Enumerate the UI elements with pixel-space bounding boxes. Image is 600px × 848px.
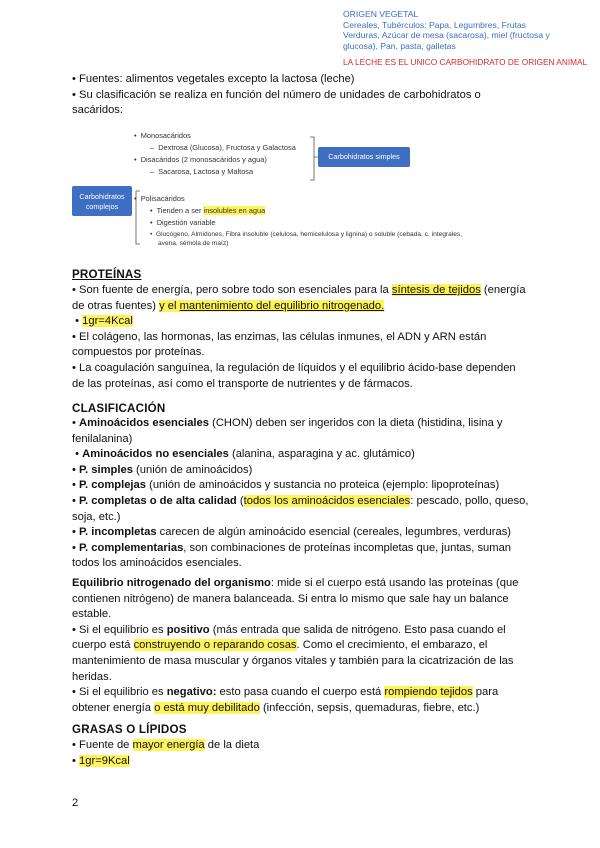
poli-item: • Polisacáridos	[134, 194, 185, 203]
grasas-block	[72, 738, 572, 769]
equilibrio-line: estable.	[72, 608, 112, 621]
proteinas-p3: • El colágeno, las hormonas, las enzimas, las células inmunes, el ADN y ARN están	[72, 330, 487, 343]
clasif-item: • Aminoácidos esenciales (CHON) deben ser ingeridos con la dieta (histidina, lisina y	[72, 417, 503, 429]
grasas-kcal: • 1gr=9Kcal	[72, 754, 130, 767]
intro-line: • Fuentes: alimentos vegetales excepto la lactosa (leche)	[72, 73, 355, 85]
milk-note: LA LECHE ES EL UNICO CARBOHIDRATO DE ORIGEN ANIMAL	[343, 57, 588, 67]
complex-carbs-label: Carbohidratos	[79, 192, 125, 201]
clasif-item: • Aminoácidos no esenciales (alanina, asparagina y ac. glutámico)	[72, 448, 415, 461]
mono-sub: – Dextrosa (Glucosa), Fructosa y Galactosa	[150, 143, 296, 152]
clasificacion-block	[72, 416, 572, 572]
intro-line: • Su clasificación se realiza en función del número de unidades de carbohidratos o	[72, 88, 481, 101]
clasif-item-cont: todos los aminoácidos esenciales.	[72, 557, 242, 570]
proteinas-p3-cont: compuestos por proteínas.	[72, 346, 205, 359]
carbohydrate-diagram	[72, 128, 528, 252]
di-item: • Disacáridos (2 monosacáridos y agua)	[134, 155, 267, 164]
origin-note	[343, 9, 593, 51]
clasif-item: • P. incompletas carecen de algún aminoácido esencial (cereales, legumbres, verduras)	[72, 526, 512, 539]
proteinas-p1: • Son fuente de energía, pero sobre todo son esenciales para la síntesis de tejidos (energía	[72, 284, 526, 296]
page-number: 2	[72, 797, 79, 809]
intro-block	[72, 72, 572, 119]
poli-sub-3: • Glucógeno, Almidones, Fibra insoluble (celulosa, hemicelulosa y lignina) o soluble (cebada, c. integrales,	[150, 231, 463, 238]
intro-line: sacáridos:	[72, 104, 123, 117]
section-heading-proteinas: PROTEÍNAS	[72, 268, 142, 281]
proteinas-p4: • La coagulación sanguínea, la regulación de líquidos y el equilibrio ácido-base dependen	[72, 361, 516, 374]
equilibrio-line: cuerpo está construyendo o reparando cosas. Como el crecimiento, el embarazo, el	[72, 639, 488, 652]
di-sub: – Sacarosa, Lactosa y Maltosa	[150, 167, 254, 176]
equilibrio-line: obtener energía o está muy debilitado (infección, sepsis, quemaduras, fiebre, etc.)	[72, 701, 480, 714]
equilibrio-line: heridas.	[72, 670, 112, 683]
highlight-insoluble: insolubles en agua	[203, 206, 266, 215]
equilibrio-line: Equilibrio nitrogenado del organismo: mide si el cuerpo está usando las proteínas (que	[72, 577, 519, 589]
clasif-item: • P. completas o de alta calidad (todos los aminoácidos esenciales: pescado, pollo, queso,	[72, 494, 529, 507]
section-heading-clasificacion: CLASIFICACIÓN	[72, 402, 166, 415]
poli-sub-3b: avena, sémola de maíz)	[158, 240, 229, 247]
clasif-item-cont: fenilalanina)	[72, 432, 133, 445]
clasif-item: • P. complementarias, son combinaciones de proteínas incompletas que, juntas, suman	[72, 541, 512, 554]
poli-sub-1: • Tienden a ser insolubles en agua	[150, 206, 266, 215]
clasif-item: • P. complejas (unión de aminoácidos y sustancia no proteica (ejemplo: lipoproteínas)	[72, 479, 500, 492]
equilibrio-block	[72, 576, 572, 716]
simple-carbs-label: Carbohidratos simples	[328, 152, 400, 161]
clasif-item: • P. simples (unión de aminoácidos)	[72, 463, 253, 476]
proteinas-p4-cont: de las proteínas, así como el transporte de nutrientes y de fármacos.	[72, 377, 413, 390]
proteinas-p1-cont: de otras fuentes) y el mantenimiento del equilibrio nitrogenado.	[72, 299, 385, 312]
clasif-item-cont: soja, etc.)	[72, 510, 121, 523]
equilibrio-line: contienen nitrógeno) de manera balanceada. Si entra lo mismo que sale hay un balance	[72, 592, 509, 605]
equilibrio-line: • Si el equilibrio es positivo (más entrada que salida de nitrógeno. Esto pasa cuando el	[72, 623, 506, 636]
origin-note-title: ORIGEN VEGETAL	[343, 9, 419, 19]
equilibrio-line: • Si el equilibrio es negativo: esto pasa cuando el cuerpo está rompiendo tejidos para	[72, 686, 499, 699]
section-heading-grasas: GRASAS O LÍPIDOS	[72, 723, 187, 736]
grasas-line: • Fuente de mayor energía de la dieta	[72, 739, 260, 751]
origin-note-line: Cereales, Tubérculos: Papa, Legumbres, Frutas	[343, 19, 526, 30]
proteinas-block	[72, 283, 572, 392]
origin-note-line: glucosa), Pan, pasta, galletas	[343, 40, 456, 51]
mono-item: • Monosacáridos	[134, 131, 191, 140]
origin-note-line: Verduras, Azúcar de mesa (sacarosa), miel (fructosa y	[343, 30, 550, 40]
equilibrio-line: mantenimiento de masa muscular y órganos vitales y también para la cicatrización de las	[72, 654, 514, 667]
poli-sub-2: • Digestión variable	[150, 218, 216, 227]
proteinas-kcal: • 1gr=4Kcal	[72, 315, 133, 328]
complex-carbs-label: complejos	[85, 202, 119, 211]
